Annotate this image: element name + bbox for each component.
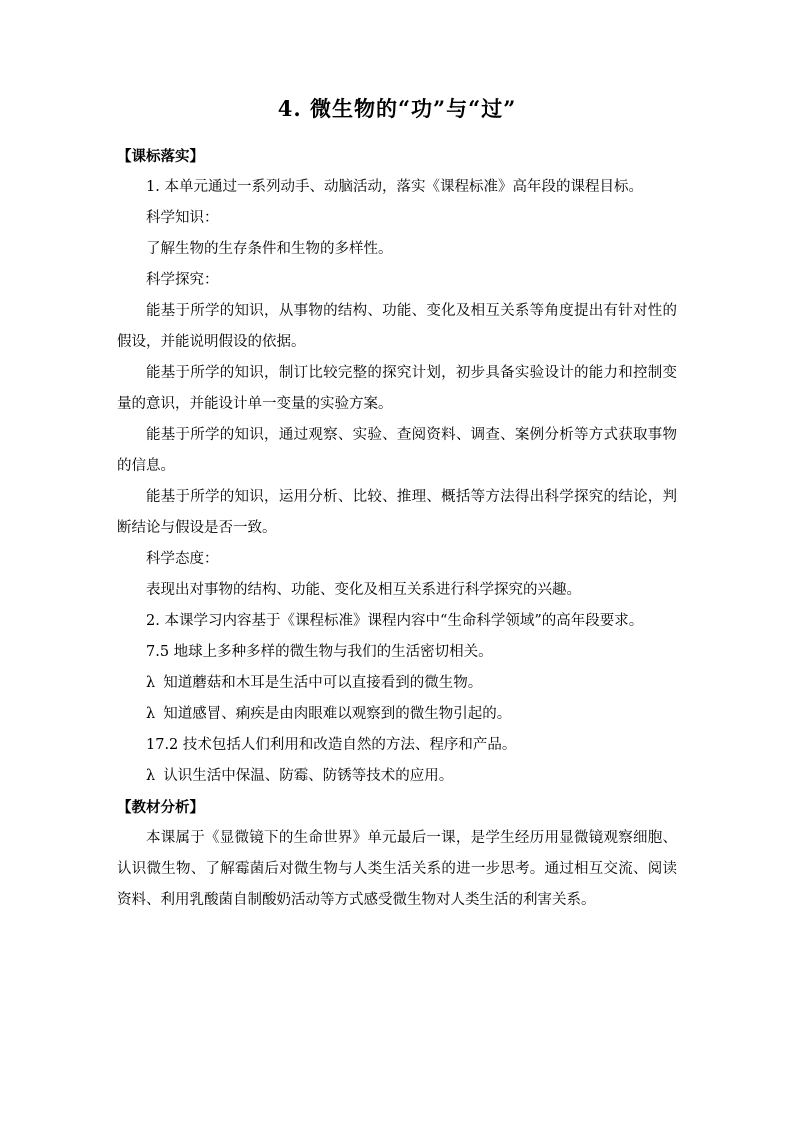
paragraph: 科学知识： xyxy=(146,210,219,226)
section-heading-curriculum: 【课标落实】 xyxy=(117,148,204,165)
paragraph: 能基于所学的知识，运用分析、比较、推理、概括等方法得出科学探究的结论，判断结论与假设是否一致。 xyxy=(117,489,677,536)
paragraph: 科学探究： xyxy=(146,272,219,288)
bullet-item xyxy=(117,668,677,699)
bullet-item xyxy=(117,761,677,792)
bullet-lambda-icon: λ xyxy=(146,768,156,784)
section-heading-textbook-analysis: 【教材分析】 xyxy=(117,799,204,816)
paragraph: 表现出对事物的结构、功能、变化及相互关系进行科学探究的兴趣。 xyxy=(146,582,581,598)
document-title: 4. 微生物的“功”与“过” xyxy=(277,96,517,121)
document-body xyxy=(117,141,677,916)
paragraph: 1. 本单元通过一系列动手、动脑活动，落实《课程标准》高年段的课程目标。 xyxy=(146,179,643,195)
paragraph: 本课属于《显微镜下的生命世界》单元最后一课，是学生经历用显微镜观察细胞、认识微生物、了解霉菌后对微生物与人类生活关系的进一步思考。通过相互交流、阅读资料、利用乳酸菌自制酸奶活动等方式感受微生物对人类生活的利害关系。 xyxy=(117,830,677,908)
paragraph: 17.2 技术包括人们利用和改造自然的方法、程序和产品。 xyxy=(146,737,517,753)
paragraph: 科学态度： xyxy=(146,551,219,567)
bullet-lambda-icon: λ xyxy=(146,706,156,722)
paragraph: 能基于所学的知识，通过观察、实验、查阅资料、调查、案例分析等方式获取事物的信息。 xyxy=(117,427,677,474)
paragraph: 能基于所学的知识，制订比较完整的探究计划，初步具备实验设计的能力和控制变量的意识，并能设计单一变量的实验方案。 xyxy=(117,365,677,412)
paragraph: 7.5 地球上多种多样的微生物与我们的生活密切相关。 xyxy=(146,644,493,660)
paragraph: 能基于所学的知识，从事物的结构、功能、变化及相互关系等角度提出有针对性的假设，并能说明假设的依据。 xyxy=(117,303,677,350)
paragraph: 了解生物的生存条件和生物的多样性。 xyxy=(146,241,393,257)
bullet-text: 知道蘑菇和木耳是生活中可以直接看到的微生物。 xyxy=(163,675,483,691)
bullet-text: 认识生活中保温、防霉、防锈等技术的应用。 xyxy=(163,768,454,784)
bullet-item xyxy=(117,699,677,730)
paragraph: 2. 本课学习内容基于《课程标准》课程内容中“生命科学领域”的高年段要求。 xyxy=(146,613,644,629)
bullet-text: 知道感冒、痢疾是由肉眼难以观察到的微生物引起的。 xyxy=(163,706,512,722)
bullet-lambda-icon: λ xyxy=(146,675,156,691)
